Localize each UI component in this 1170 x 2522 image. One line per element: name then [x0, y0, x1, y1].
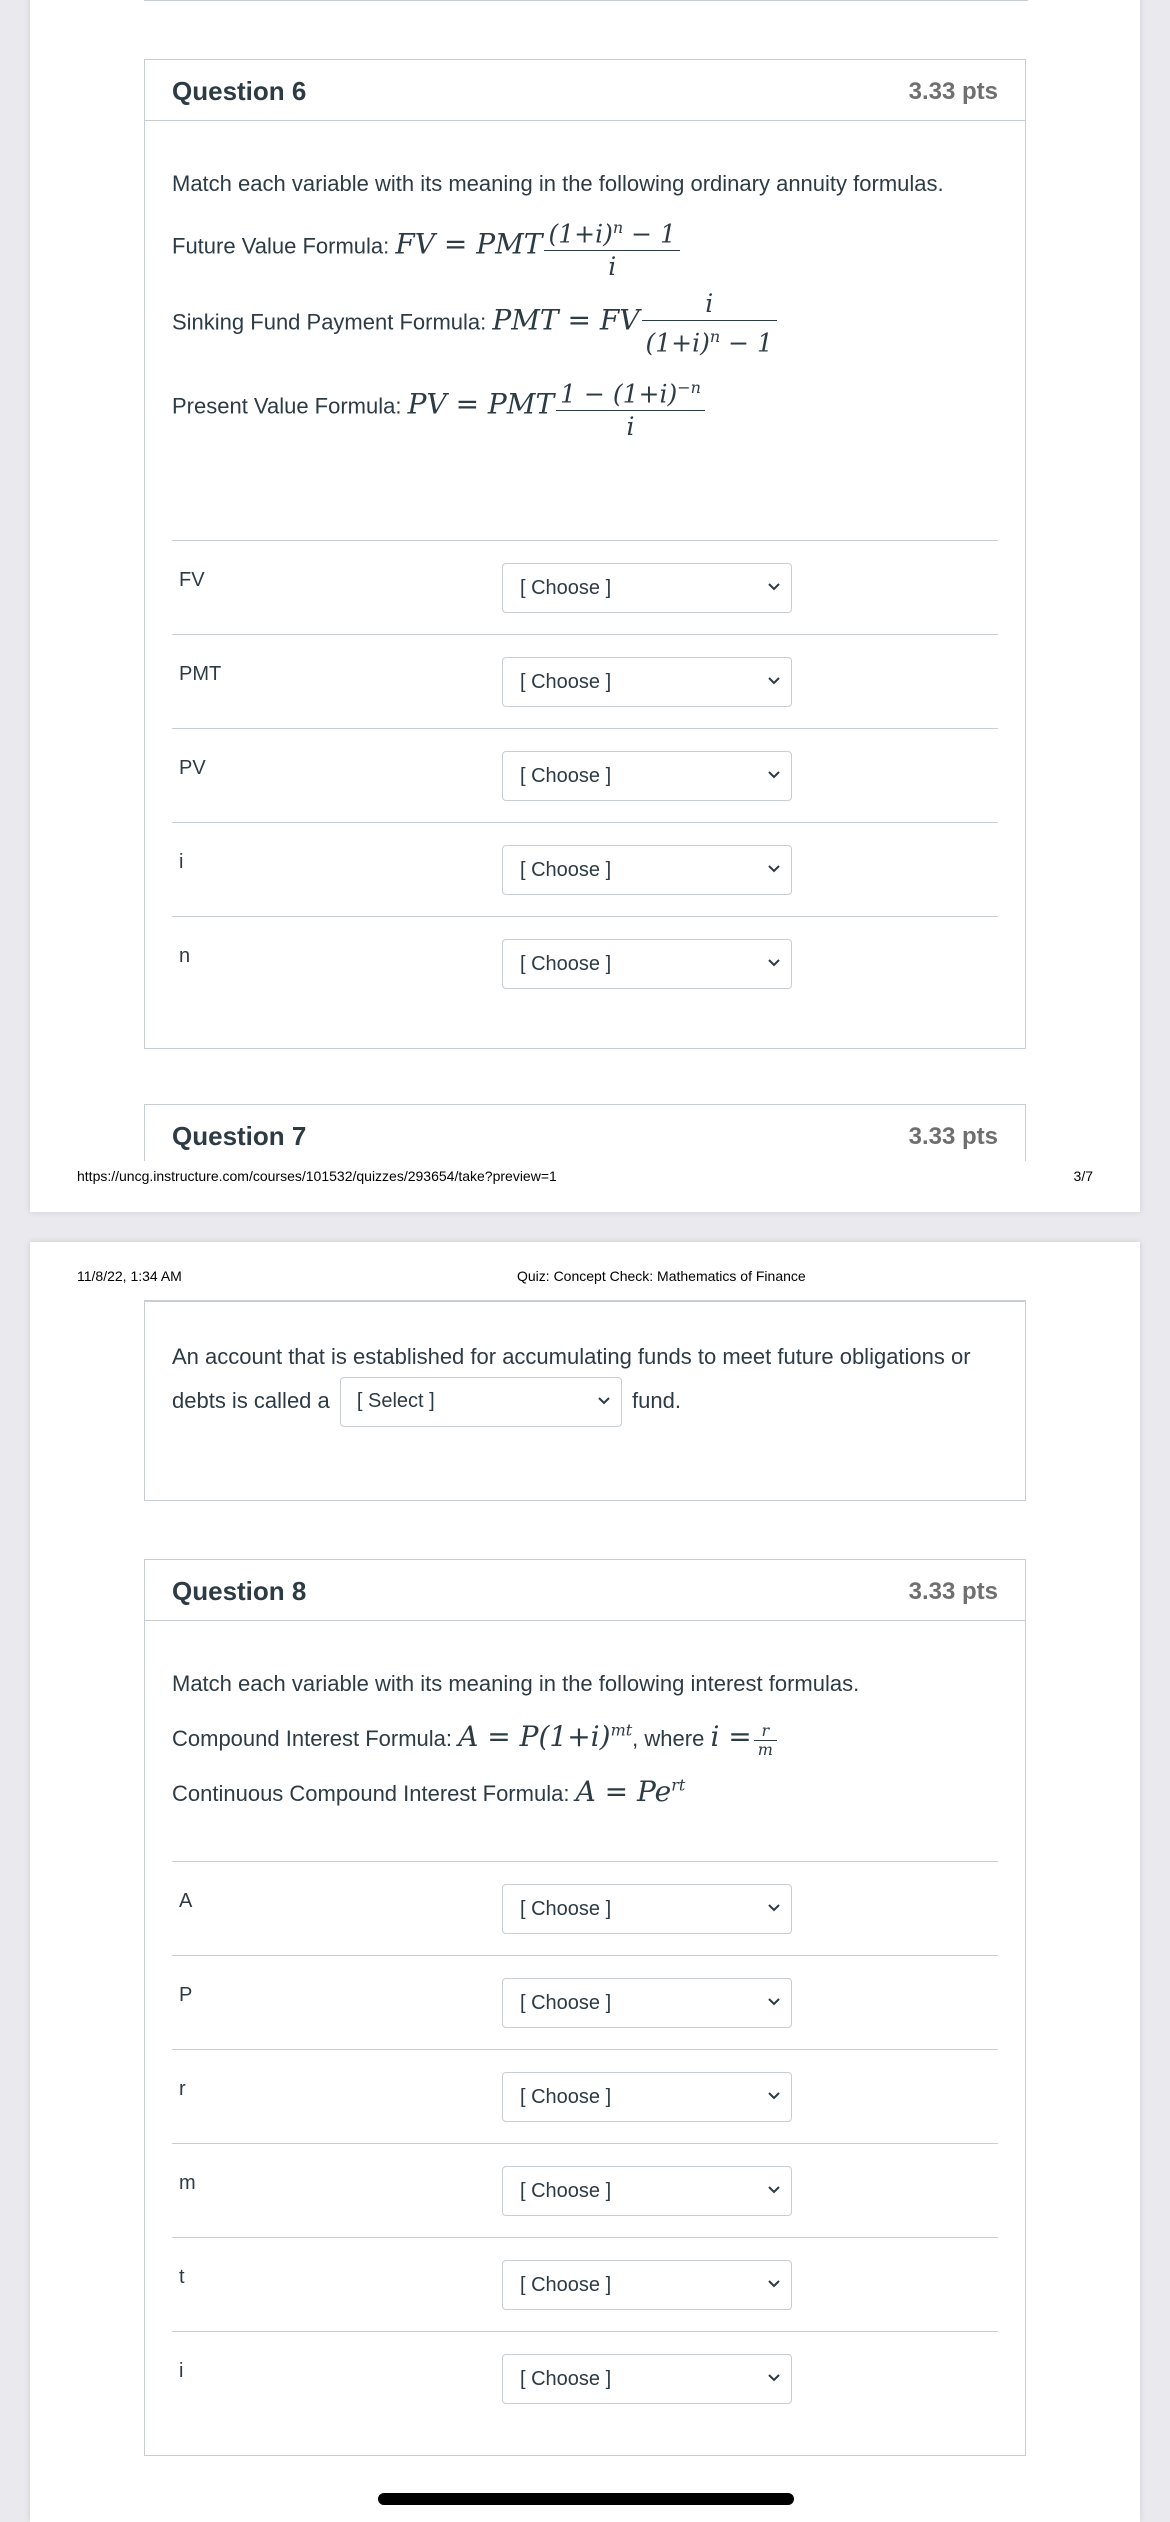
- match-label: PMT: [179, 663, 222, 685]
- print-page-1: [30, 0, 1140, 1212]
- choose-select[interactable]: [502, 2166, 792, 2216]
- chevron-down-icon: [767, 2279, 781, 2289]
- select-value: [ Choose ]: [520, 577, 612, 599]
- match-label: m: [179, 2172, 196, 2194]
- chevron-down-icon: [767, 1903, 781, 1913]
- fund-type-select[interactable]: [340, 1377, 622, 1427]
- continuous-compound-formula: [172, 1775, 685, 1808]
- formula-label: Future Value Formula:: [172, 233, 390, 259]
- question-points: 3.33 pts: [908, 1578, 998, 1605]
- text-before-select: debts is called a: [172, 1388, 330, 1413]
- select-value: [ Select ]: [356, 1390, 435, 1413]
- choose-select[interactable]: [502, 2260, 792, 2310]
- choose-select[interactable]: [502, 845, 792, 895]
- print-header-title: Quiz: Concept Check: Mathematics of Finance: [517, 1268, 806, 1284]
- print-footer-url: https://uncg.instructure.com/courses/101532/quizzes/293654/take?preview=1: [77, 1168, 557, 1184]
- question-8-header: [145, 1560, 1025, 1621]
- match-label: A: [179, 1890, 193, 1912]
- chevron-down-icon: [767, 958, 781, 968]
- match-row: [172, 1861, 998, 1956]
- chevron-down-icon: [767, 770, 781, 780]
- select-value: [ Choose ]: [520, 1898, 612, 1920]
- match-row: [172, 2143, 998, 2238]
- select-value: [ Choose ]: [520, 953, 612, 975]
- select-value: [ Choose ]: [520, 2086, 612, 2108]
- match-label: i: [179, 851, 184, 873]
- formula-math: $A = P(1+i)^{mt}$: [458, 1720, 633, 1753]
- chevron-down-icon: [767, 676, 781, 686]
- formula-fraction: $\frac{i}{(1+i)^n - 1}$: [642, 288, 777, 359]
- future-value-formula: [172, 212, 680, 283]
- choose-select[interactable]: [502, 2072, 792, 2122]
- sinking-fund-formula: [172, 288, 777, 359]
- select-value: [ Choose ]: [520, 671, 612, 693]
- compound-interest-formula: [172, 1720, 777, 1759]
- question-7-header-box: [144, 1104, 1026, 1161]
- print-header-datetime: 11/8/22, 1:34 AM: [77, 1268, 182, 1284]
- match-label: r: [179, 2078, 186, 2100]
- question-7-text-line2: [172, 1376, 681, 1427]
- match-label: FV: [179, 569, 205, 591]
- formula-math: FV = PMT: [395, 227, 543, 261]
- formula-fraction: $\frac{r}{m}$: [754, 1722, 777, 1759]
- chevron-down-icon: [767, 582, 781, 592]
- question-7-text: An account that is established for accumulating funds to meet future obligations or: [172, 1344, 971, 1369]
- formula-i-def: i =: [710, 1720, 752, 1753]
- present-value-formula: [172, 372, 705, 443]
- formula-math: PV = PMT: [407, 387, 555, 421]
- formula-fraction: $\frac{1 - (1+i)^{-n}}{i}$: [556, 372, 705, 443]
- match-label: P: [179, 1984, 193, 2006]
- choose-select[interactable]: [502, 751, 792, 801]
- question-8-box: [144, 1559, 1026, 2456]
- match-row: [172, 2331, 998, 2426]
- match-row: [172, 916, 998, 1011]
- match-row: [172, 2237, 998, 2332]
- formula-label: Sinking Fund Payment Formula:: [172, 309, 487, 335]
- match-row: [172, 634, 998, 729]
- print-footer-page: 3/7: [1073, 1168, 1093, 1184]
- home-indicator: [378, 2493, 794, 2505]
- select-value: [ Choose ]: [520, 2368, 612, 2390]
- question-title: Question 7: [172, 1121, 307, 1151]
- match-row: [172, 822, 998, 917]
- question-7-header: [145, 1105, 1025, 1165]
- chevron-down-icon: [767, 2185, 781, 2195]
- match-label: i: [179, 2360, 184, 2382]
- choose-select[interactable]: [502, 2354, 792, 2404]
- question-points: 3.33 pts: [908, 78, 998, 105]
- select-value: [ Choose ]: [520, 859, 612, 881]
- question-6-box: [144, 59, 1026, 1049]
- select-value: [ Choose ]: [520, 1992, 612, 2014]
- choose-select[interactable]: [502, 1884, 792, 1934]
- match-row: [172, 1955, 998, 2050]
- question-7-body: [144, 1300, 1026, 1501]
- match-row: [172, 2049, 998, 2144]
- question-points: 3.33 pts: [908, 1123, 998, 1150]
- select-value: [ Choose ]: [520, 2180, 612, 2202]
- formula-fraction: $\frac{(1+i)^n - 1}{i}$: [544, 212, 679, 283]
- choose-select[interactable]: [502, 1978, 792, 2028]
- match-label: n: [179, 945, 191, 967]
- question-title: Question 6: [172, 76, 307, 106]
- chevron-down-icon: [767, 1997, 781, 2007]
- question-title: Question 8: [172, 1576, 307, 1606]
- formula-math: $A = Pe^{rt}$: [575, 1775, 686, 1808]
- formula-math: PMT = FV: [492, 303, 640, 337]
- formula-label: Continuous Compound Interest Formula:: [172, 1781, 570, 1806]
- match-label: PV: [179, 757, 206, 779]
- previous-question-box-bottom: [144, 0, 1028, 1]
- select-value: [ Choose ]: [520, 765, 612, 787]
- question-prompt: Match each variable with its meaning in the following interest formulas.: [172, 1671, 860, 1696]
- select-value: [ Choose ]: [520, 2274, 612, 2296]
- choose-select[interactable]: [502, 563, 792, 613]
- question-prompt: Match each variable with its meaning in the following ordinary annuity formulas.: [172, 171, 944, 196]
- choose-select[interactable]: [502, 939, 792, 989]
- text-after-select: fund.: [632, 1388, 681, 1413]
- match-row: [172, 540, 998, 635]
- chevron-down-icon: [767, 2091, 781, 2101]
- formula-label: Present Value Formula:: [172, 393, 402, 419]
- print-page-2: [30, 1242, 1140, 2522]
- choose-select[interactable]: [502, 657, 792, 707]
- formula-where: , where: [632, 1726, 705, 1751]
- match-label: t: [179, 2266, 185, 2288]
- question-6-header: [145, 60, 1025, 121]
- formula-label: Compound Interest Formula:: [172, 1726, 453, 1751]
- chevron-down-icon: [767, 864, 781, 874]
- match-row: [172, 728, 998, 823]
- chevron-down-icon: [767, 2373, 781, 2383]
- chevron-down-icon: [597, 1396, 611, 1406]
